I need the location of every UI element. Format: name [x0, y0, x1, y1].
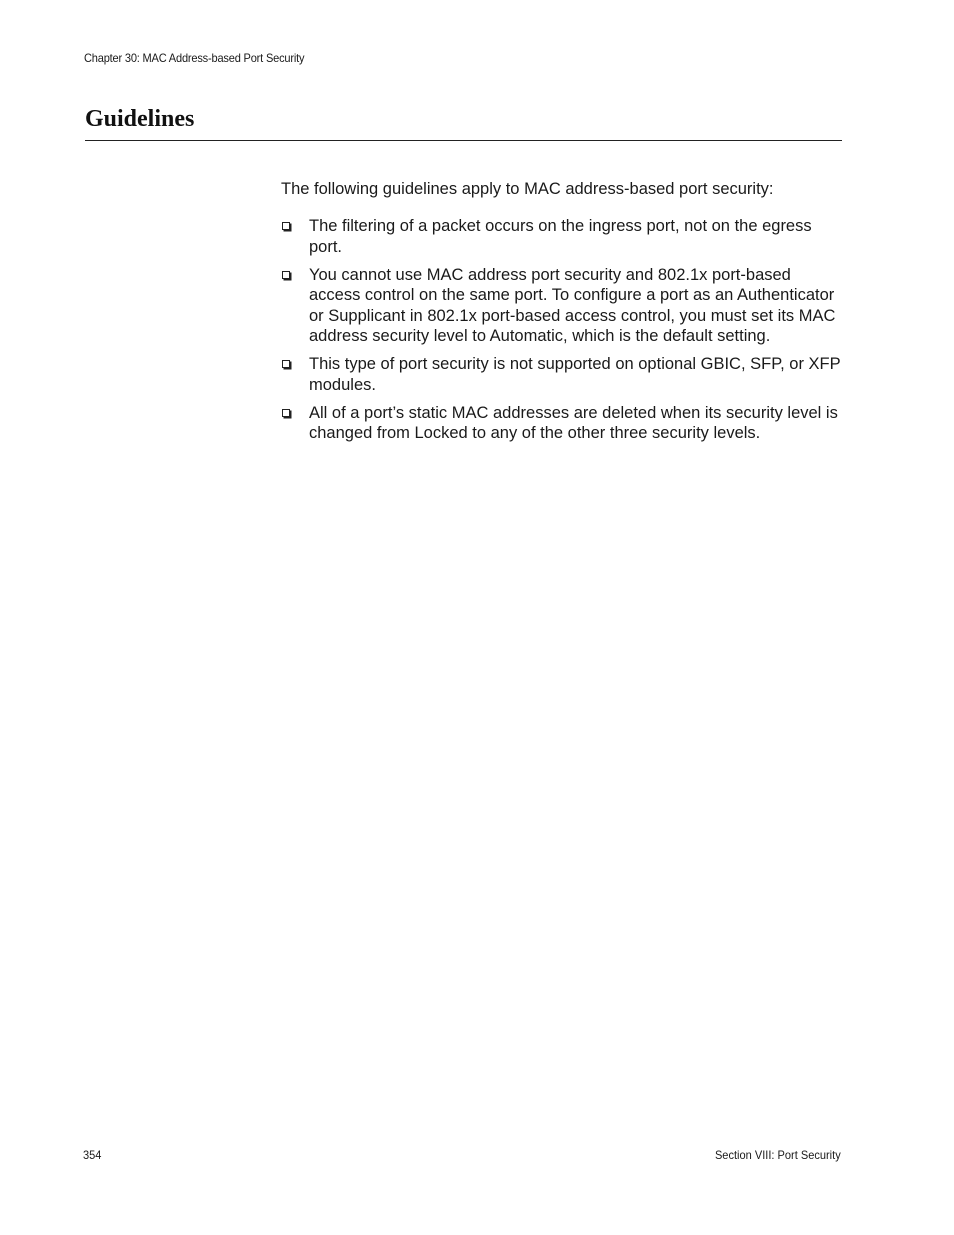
title-rule — [85, 140, 842, 141]
list-item — [281, 354, 843, 395]
list-item — [281, 265, 843, 347]
list-item — [281, 216, 843, 257]
intro-paragraph: The following guidelines apply to MAC address-based port security: — [281, 180, 774, 198]
guideline-list — [281, 216, 843, 451]
list-item-text: You cannot use MAC address port security and 802.1x port-based access control on the same port. To configure a port as an Authenticator or Supplicant in 802.1x port-based access control, you must set its MAC address security level to Automatic, which is the default setting. — [309, 265, 836, 345]
checkbox-bullet-icon — [282, 409, 290, 417]
page-number: 354 — [83, 1148, 102, 1162]
running-footer: Section VIII: Port Security — [715, 1148, 841, 1162]
running-header: Chapter 30: MAC Address-based Port Security — [84, 51, 305, 65]
checkbox-bullet-icon — [282, 360, 290, 368]
list-item-text: This type of port security is not supported on optional GBIC, SFP, or XFP modules. — [309, 355, 841, 394]
checkbox-bullet-icon — [282, 222, 290, 230]
list-item-text: All of a port’s static MAC addresses are deleted when its security level is changed from Locked to any of the other three security levels. — [309, 403, 838, 442]
list-item-text: The filtering of a packet occurs on the ingress port, not on the egress port. — [309, 217, 812, 256]
list-item — [281, 403, 843, 444]
checkbox-bullet-icon — [282, 271, 290, 279]
section-title: Guidelines — [85, 106, 195, 132]
